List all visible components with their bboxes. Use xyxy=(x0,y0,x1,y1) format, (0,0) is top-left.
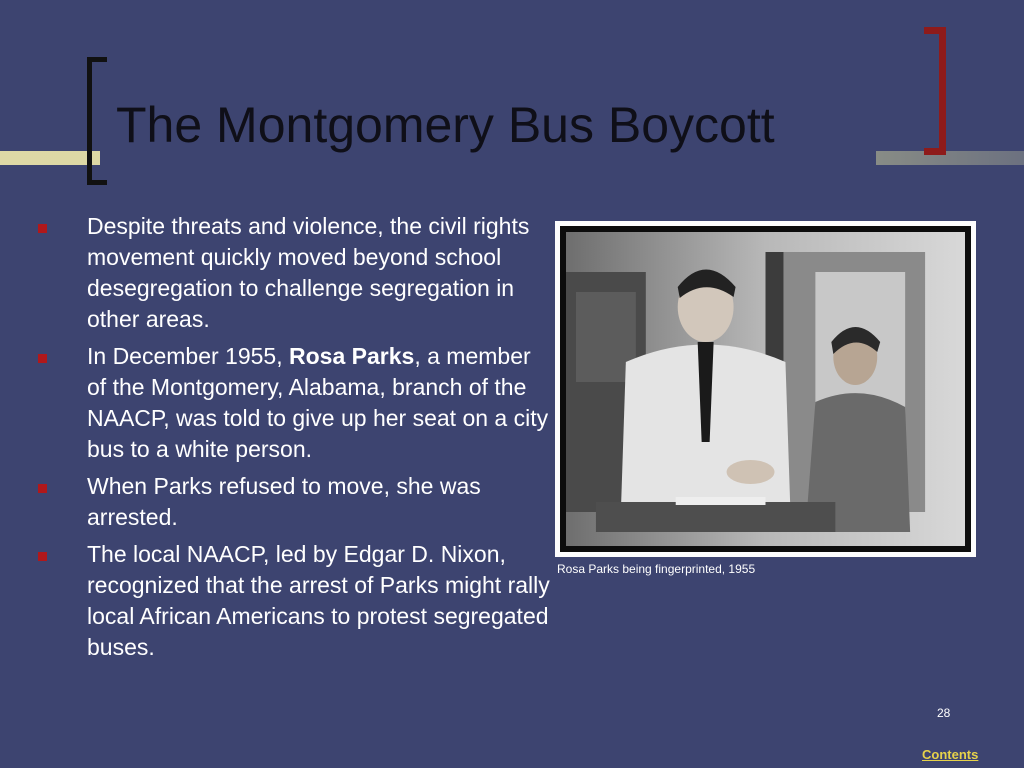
bullet-item xyxy=(32,539,552,663)
page-number: 28 xyxy=(937,706,951,720)
photo-caption: Rosa Parks being fingerprinted, 1955 xyxy=(557,562,756,576)
bullet-item xyxy=(32,211,552,335)
bullet-item xyxy=(32,471,552,533)
photo-frame xyxy=(555,221,976,557)
contents-link[interactable]: Contents xyxy=(922,747,979,762)
bullet-text: In December 1955, xyxy=(87,343,290,369)
historical-photo xyxy=(560,226,971,552)
bullet-list xyxy=(32,211,552,669)
square-bullet-icon xyxy=(38,354,47,363)
bullet-text: When Parks refused to move, she was arrested. xyxy=(87,473,481,530)
left-bracket-decoration xyxy=(87,57,107,185)
bullet-item xyxy=(32,341,552,465)
square-bullet-icon xyxy=(38,484,47,493)
bullet-text: , a member of the Montgomery, Alabama, branch of the NAACP, was told to give up her seat on a city bus to a white person. xyxy=(87,343,549,462)
bullet-text: The local NAACP, led by Edgar D. Nixon, recognized that the arrest of Parks might rally local African Americans to protest segregated buses. xyxy=(87,541,550,660)
square-bullet-icon xyxy=(38,224,47,233)
right-bracket-decoration xyxy=(924,27,946,155)
square-bullet-icon xyxy=(38,552,47,561)
slide-title: The Montgomery Bus Boycott xyxy=(116,97,775,153)
bullet-text: Despite threats and violence, the civil rights movement quickly moved beyond school desegregation to challenge segregation in other areas. xyxy=(87,213,530,332)
fingerprinting-photo-illustration xyxy=(566,232,965,546)
bullet-bold-text: Rosa Parks xyxy=(289,343,415,369)
